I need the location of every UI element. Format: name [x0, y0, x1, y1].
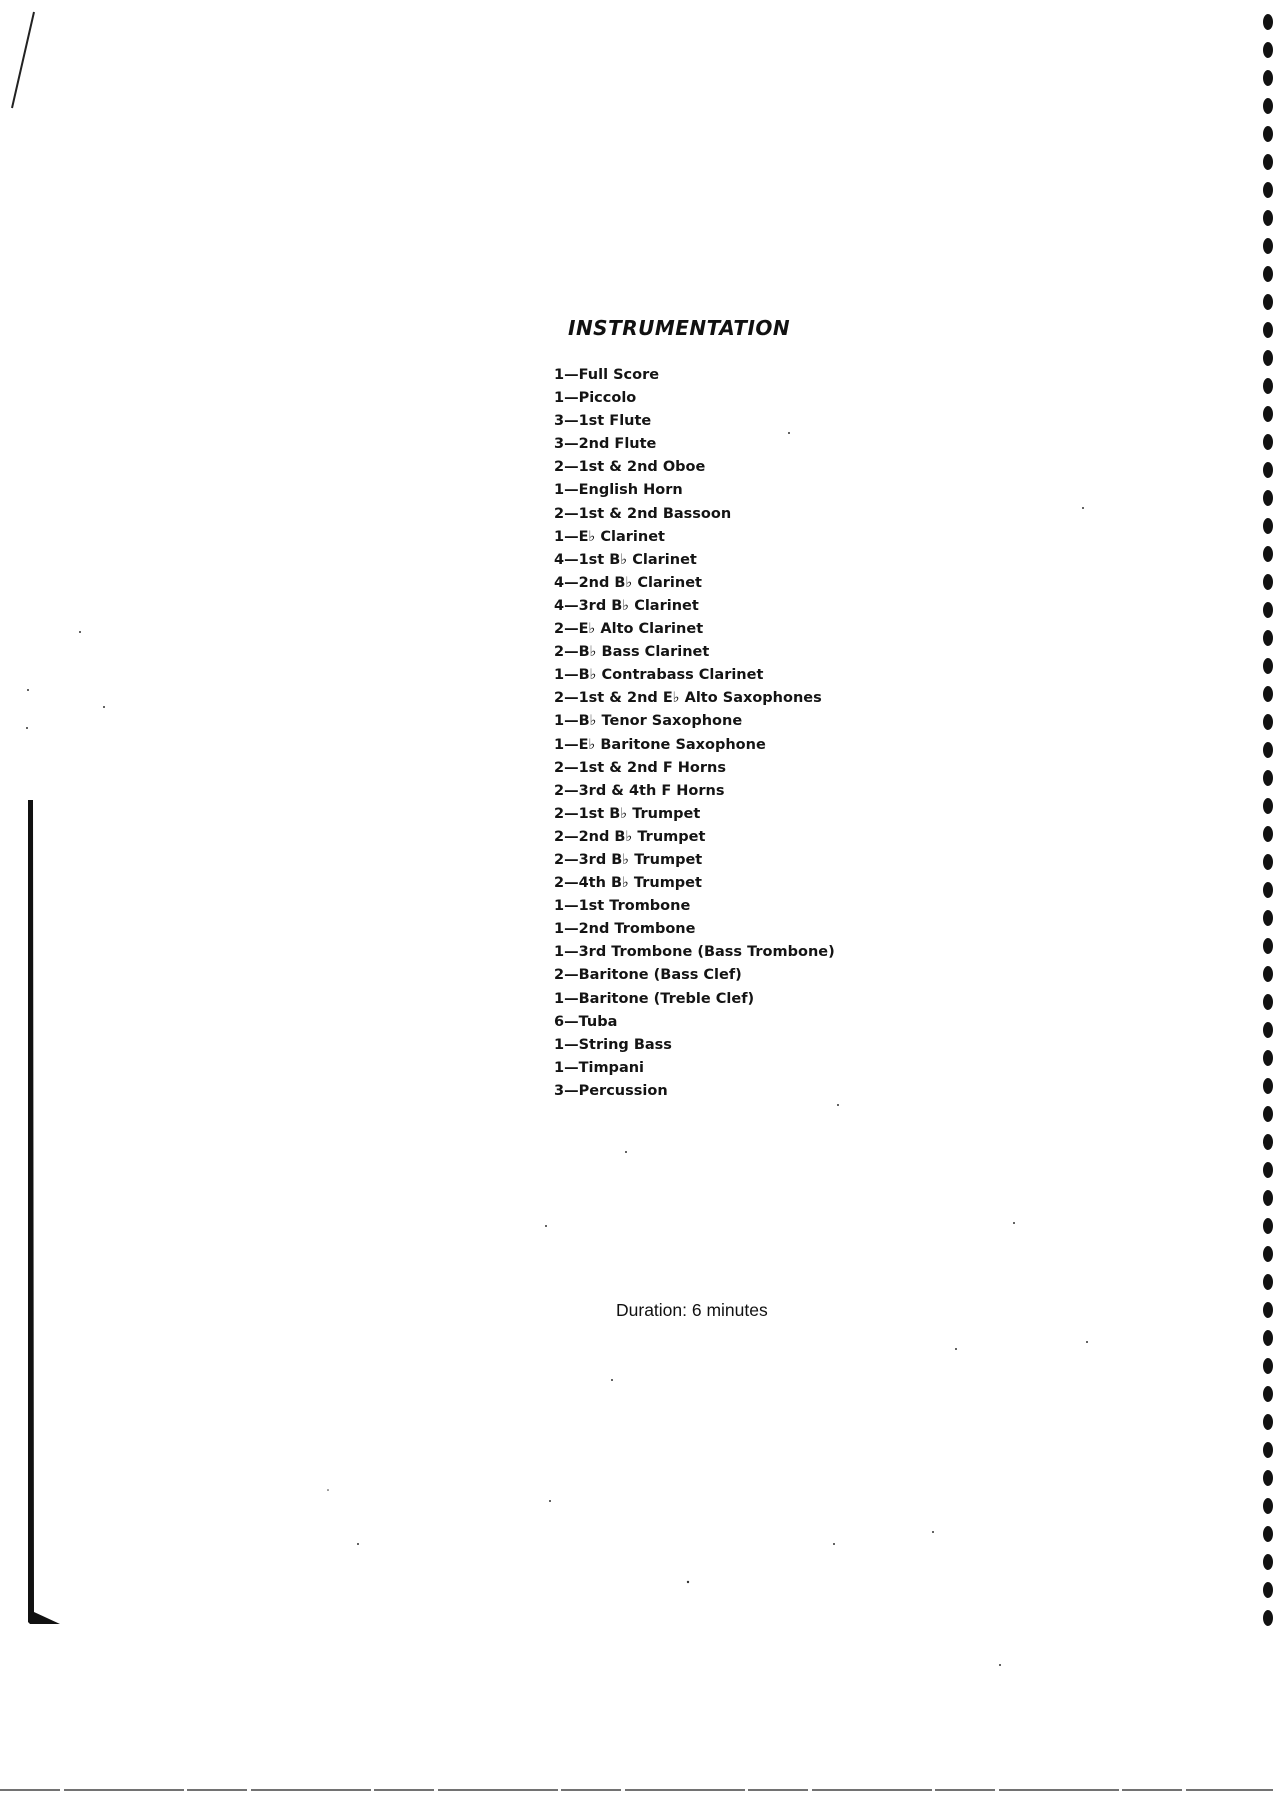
binding-hole	[1263, 266, 1273, 282]
instrument-item: 1—E♭ Baritone Saxophone	[554, 736, 766, 753]
instrument-item: 2—1st & 2nd Oboe	[554, 459, 706, 476]
instrument-item: 4—1st B♭ Clarinet	[554, 551, 697, 568]
instrument-item: 4—2nd B♭ Clarinet	[554, 574, 702, 591]
binding-hole	[1263, 602, 1273, 618]
binding-edge-left	[28, 800, 60, 1624]
binding-hole	[1263, 1162, 1273, 1178]
binding-hole	[1263, 574, 1273, 590]
binding-hole	[1263, 1554, 1273, 1570]
duration-text: Duration: 6 minutes	[616, 1300, 768, 1320]
binding-hole	[1263, 546, 1273, 562]
binding-hole	[1263, 1470, 1273, 1486]
instrument-item: 3—2nd Flute	[554, 436, 657, 453]
binding-hole	[1263, 126, 1273, 142]
instrument-item: 2—B♭ Bass Clarinet	[554, 644, 710, 661]
binding-hole	[1263, 1274, 1273, 1290]
binding-hole	[1263, 210, 1273, 226]
instrument-item: 2—1st & 2nd Bassoon	[554, 505, 732, 522]
binding-hole	[1263, 350, 1273, 366]
binding-hole	[1263, 966, 1273, 982]
binding-hole	[1263, 322, 1273, 338]
binding-hole	[1263, 994, 1273, 1010]
binding-hole	[1263, 462, 1273, 478]
instrument-item: 2—4th B♭ Trumpet	[554, 875, 702, 892]
binding-hole	[1263, 1582, 1273, 1598]
instrument-item: 1—1st Trombone	[554, 898, 691, 915]
binding-hole	[1263, 1246, 1273, 1262]
instrument-item: 3—Percussion	[554, 1082, 668, 1099]
binding-hole	[1263, 1218, 1273, 1234]
binding-hole	[1263, 1498, 1273, 1514]
instrument-item: 2—1st & 2nd E♭ Alto Saxophones	[554, 690, 822, 707]
binding-hole	[1263, 1050, 1273, 1066]
binding-hole	[1263, 1442, 1273, 1458]
instrument-item: 1—Timpani	[554, 1059, 645, 1076]
binding-hole	[1263, 154, 1273, 170]
instrument-item: 2—1st & 2nd F Horns	[554, 759, 726, 776]
binding-hole	[1263, 378, 1273, 394]
binding-hole	[1263, 1302, 1273, 1318]
binding-hole	[1263, 490, 1273, 506]
instrument-item: 3—1st Flute	[554, 413, 652, 430]
binding-hole	[1263, 1190, 1273, 1206]
instrument-item: 2—3rd B♭ Trumpet	[554, 851, 703, 868]
instrument-item: 1—Baritone (Treble Clef)	[554, 990, 755, 1007]
binding-hole	[1263, 938, 1273, 954]
binding-hole	[1263, 1414, 1273, 1430]
binding-hole	[1263, 434, 1273, 450]
instrument-item: 1—E♭ Clarinet	[554, 528, 665, 545]
binding-hole	[1263, 910, 1273, 926]
instrument-list	[554, 364, 835, 1103]
binding-hole	[1263, 1078, 1273, 1094]
binding-hole	[1263, 826, 1273, 842]
binding-hole	[1263, 1526, 1273, 1542]
instrument-item: 2—Baritone (Bass Clef)	[554, 967, 742, 984]
instrument-item: 1—B♭ Contrabass Clarinet	[554, 667, 764, 684]
spiral-binding-holes	[1263, 14, 1273, 1626]
binding-hole	[1263, 406, 1273, 422]
instrument-item: 2—1st B♭ Trumpet	[554, 805, 701, 822]
binding-hole	[1263, 294, 1273, 310]
instrument-item: 2—E♭ Alto Clarinet	[554, 621, 704, 638]
instrument-item: 1—Piccolo	[554, 390, 637, 407]
binding-hole	[1263, 518, 1273, 534]
binding-hole	[1263, 1134, 1273, 1150]
instrument-item: 1—Full Score	[554, 367, 660, 383]
binding-hole	[1263, 42, 1273, 58]
binding-hole	[1263, 658, 1273, 674]
instrument-item: 6—Tuba	[554, 1013, 618, 1030]
page-title: INSTRUMENTATION	[568, 316, 791, 340]
binding-hole	[1263, 770, 1273, 786]
instrument-item: 1—English Horn	[554, 482, 683, 499]
binding-hole	[1263, 630, 1273, 646]
binding-hole	[1263, 1358, 1273, 1374]
instrument-item: 2—2nd B♭ Trumpet	[554, 828, 706, 845]
binding-hole	[1263, 742, 1273, 758]
binding-hole	[1263, 854, 1273, 870]
instrument-item: 4—3rd B♭ Clarinet	[554, 597, 699, 614]
instrument-item: 1—String Bass	[554, 1036, 672, 1053]
binding-hole	[1263, 1610, 1273, 1626]
binding-hole	[1263, 238, 1273, 254]
binding-hole	[1263, 98, 1273, 114]
binding-hole	[1263, 1106, 1273, 1122]
binding-hole	[1263, 714, 1273, 730]
binding-hole	[1263, 70, 1273, 86]
binding-hole	[1263, 182, 1273, 198]
pen-stroke-mark	[12, 12, 34, 108]
binding-hole	[1263, 882, 1273, 898]
binding-hole	[1263, 1022, 1273, 1038]
binding-hole	[1263, 14, 1273, 30]
instrument-item: 2—3rd & 4th F Horns	[554, 782, 725, 799]
instrument-item: 1—3rd Trombone (Bass Trombone)	[554, 944, 835, 961]
binding-hole	[1263, 1386, 1273, 1402]
binding-hole	[1263, 1330, 1273, 1346]
instrument-item: 1—2nd Trombone	[554, 921, 696, 938]
instrument-item: 1—B♭ Tenor Saxophone	[554, 713, 743, 730]
binding-hole	[1263, 798, 1273, 814]
binding-hole	[1263, 686, 1273, 702]
